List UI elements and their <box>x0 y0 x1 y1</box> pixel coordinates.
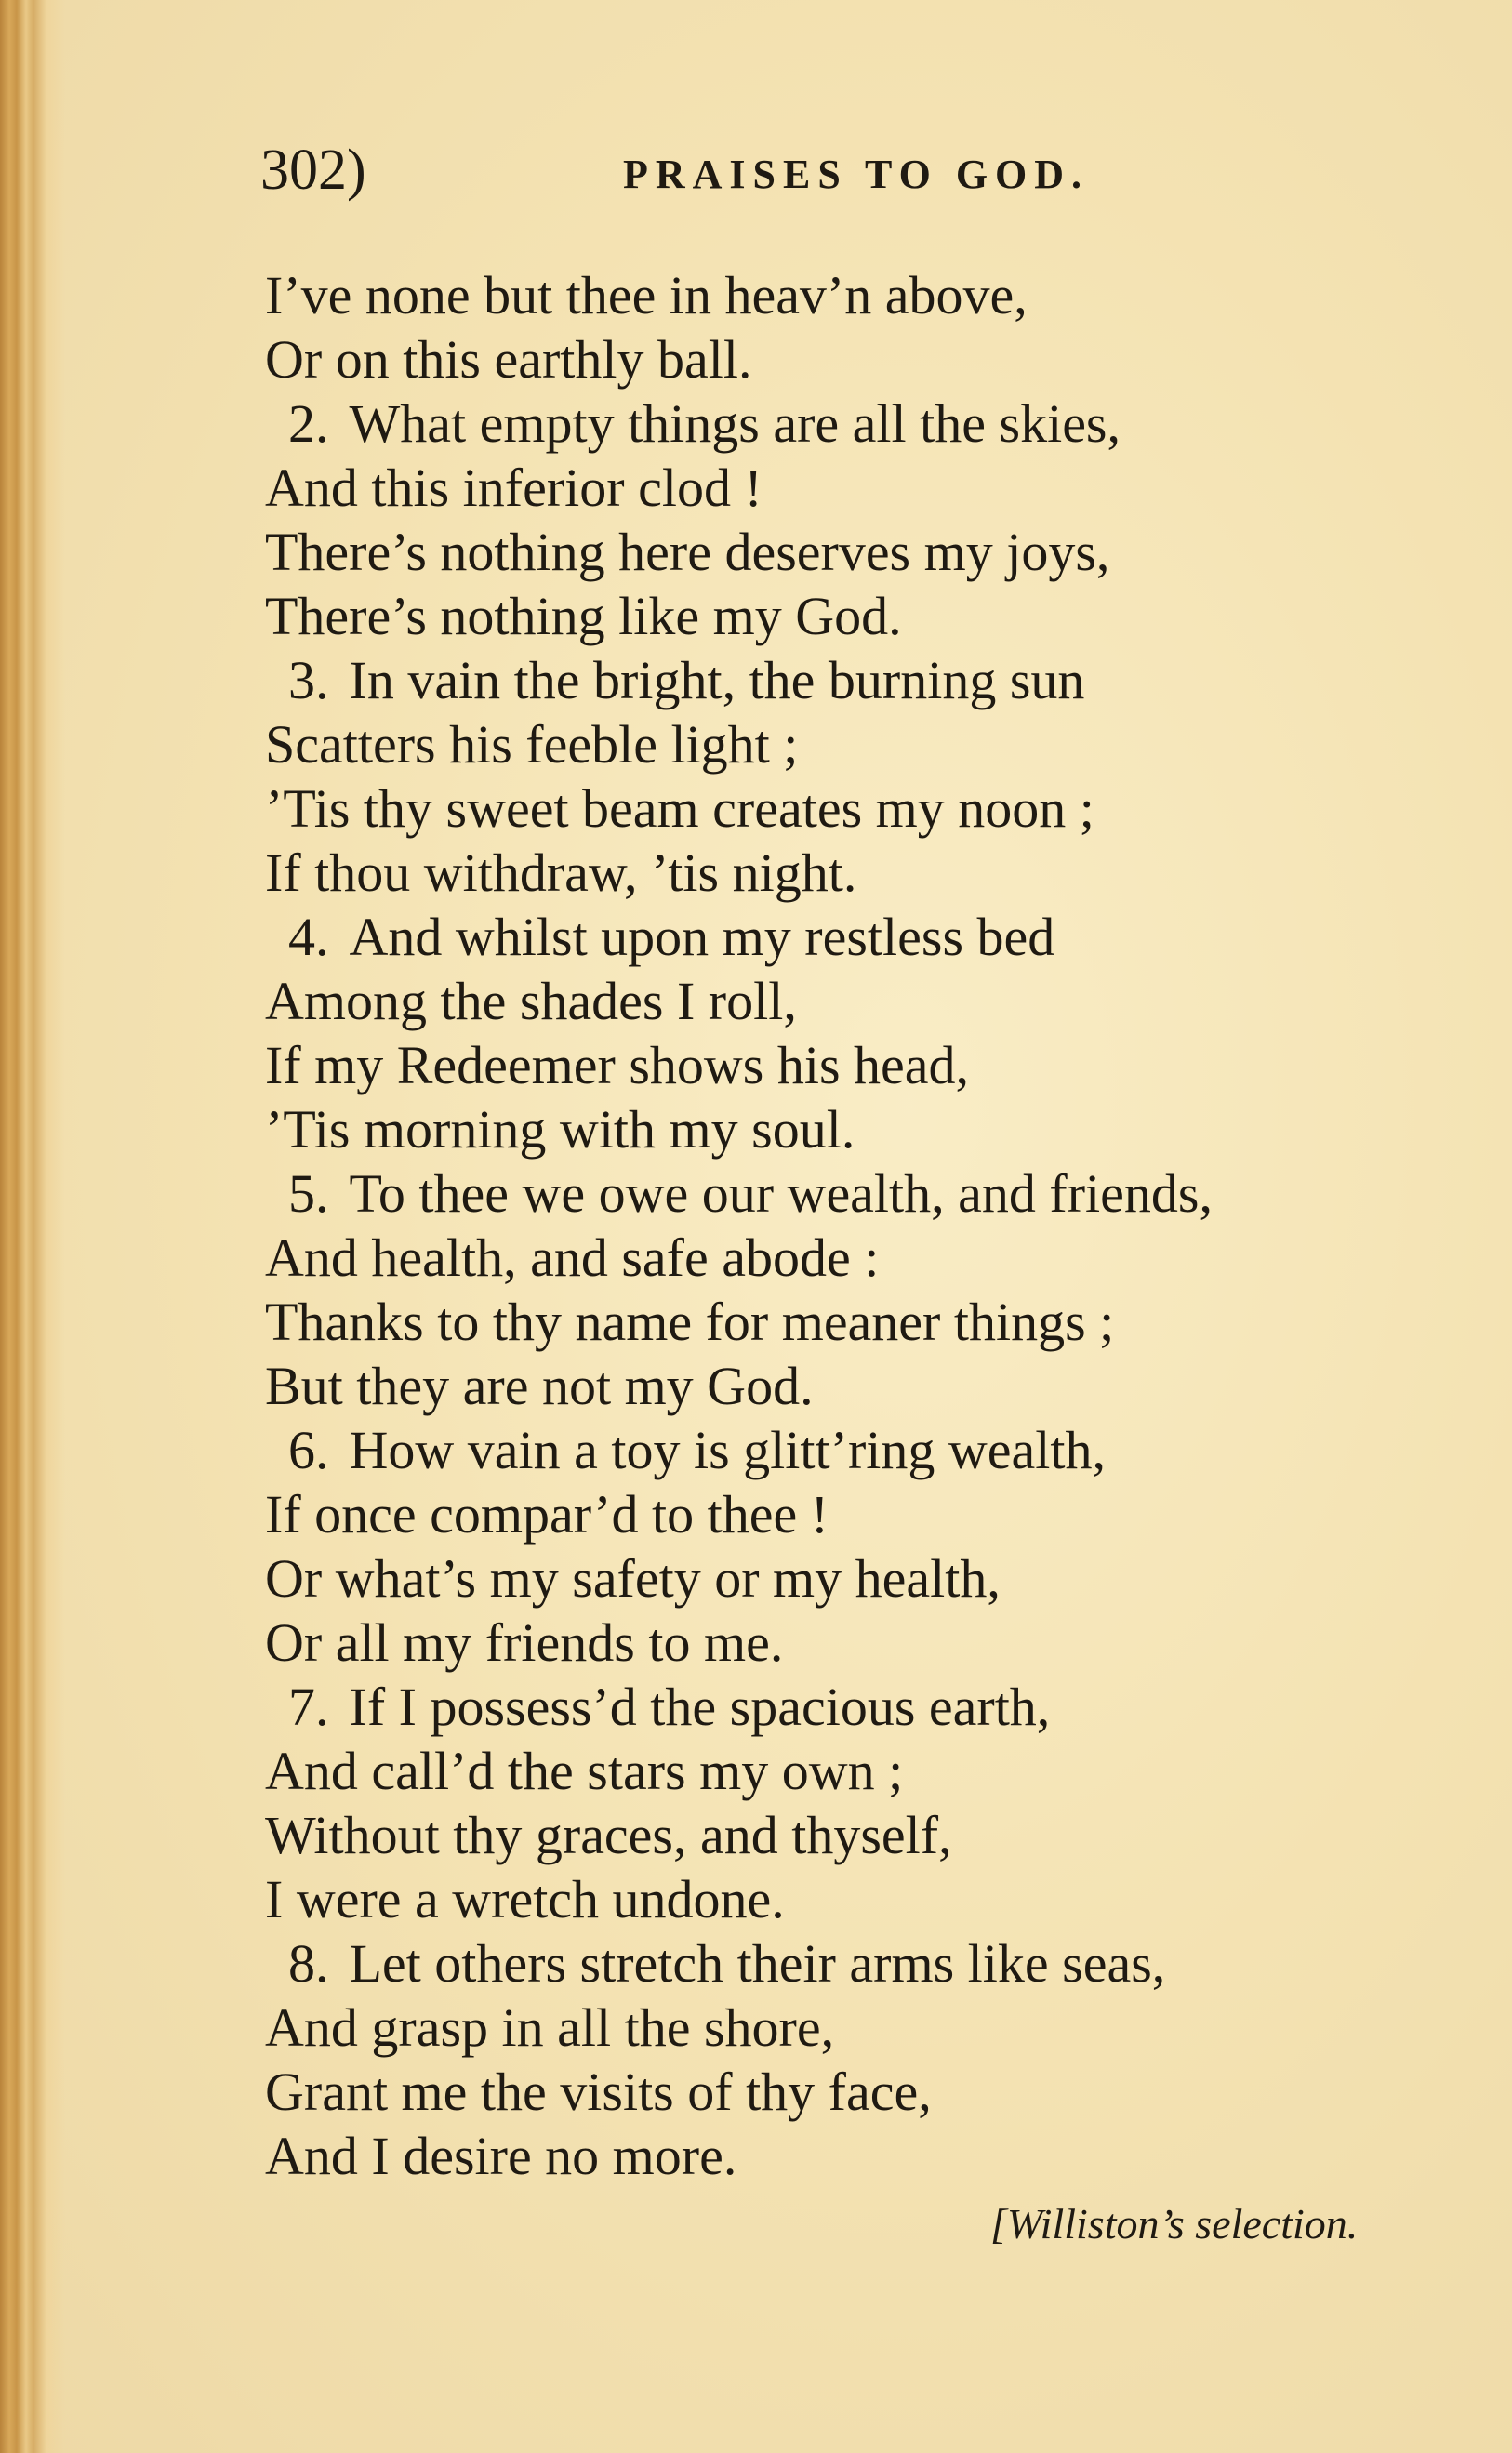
verse-number: 7. <box>288 1677 329 1737</box>
verse-text: Without thy graces, and thyself, <box>265 1805 952 1865</box>
verse-text: If once compar’d to thee ! <box>265 1484 829 1545</box>
verse-text: Scatters his feeble light ; <box>265 714 799 775</box>
verse-text: ’Tis morning with my soul. <box>265 1099 855 1160</box>
verse-line <box>265 1996 1502 2060</box>
verse-text: If I possess’d the spacious earth, <box>349 1677 1051 1737</box>
verse-line <box>265 841 1502 905</box>
verse-line <box>265 1482 1502 1546</box>
verse-text: Or on this earthly ball. <box>265 329 752 390</box>
verse-text: If thou withdraw, ’tis night. <box>265 842 857 903</box>
verse-line <box>265 648 1502 712</box>
verse-line <box>265 1611 1502 1675</box>
verse-line <box>265 1739 1502 1803</box>
verse-text: If my Redeemer shows his head, <box>265 1035 970 1095</box>
verse-text: I were a wretch undone. <box>265 1869 785 1929</box>
verse-text: And whilst upon my restless bed <box>349 907 1055 967</box>
verse-line <box>265 2060 1502 2124</box>
verse-number: 5. <box>288 1163 329 1224</box>
verse-line <box>265 712 1502 776</box>
verse-line <box>265 1354 1502 1418</box>
verse-text: There’s nothing like my God. <box>265 586 902 646</box>
verse-line <box>265 1033 1502 1097</box>
verse-text: And health, and safe abode : <box>265 1227 880 1288</box>
verse-text: And grasp in all the shore, <box>265 1997 835 2058</box>
hymn-verses <box>265 263 1502 2188</box>
running-head: PRAISES TO GOD. <box>623 152 1090 197</box>
verse-line <box>265 969 1502 1033</box>
verse-line <box>265 905 1502 969</box>
verse-number: 6. <box>288 1420 329 1480</box>
verse-line <box>265 263 1502 327</box>
verse-text: ’Tis thy sweet beam creates my noon ; <box>265 778 1094 839</box>
verse-line <box>265 1418 1502 1482</box>
verse-line <box>265 1290 1502 1354</box>
verse-text: To thee we owe our wealth, and friends, <box>349 1163 1213 1224</box>
verse-number: 2. <box>288 393 329 454</box>
verse-text: Thanks to thy name for meaner things ; <box>265 1292 1115 1352</box>
verse-text: What empty things are all the skies, <box>349 393 1121 454</box>
verse-line <box>265 776 1502 841</box>
verse-text: I’ve none but thee in heav’n above, <box>265 265 1028 325</box>
verse-text: Let others stretch their arms like seas, <box>349 1933 1166 1994</box>
verse-line <box>265 2124 1502 2188</box>
verse-text: In vain the bright, the burning sun <box>349 650 1085 710</box>
verse-text: Or what’s my safety or my health, <box>265 1548 1001 1609</box>
verse-text: Among the shades I roll, <box>265 971 797 1031</box>
page-header <box>260 138 1283 212</box>
verse-text: And call’d the stars my own ; <box>265 1741 904 1801</box>
verse-number: 4. <box>288 907 329 967</box>
page-gutter <box>0 0 65 2453</box>
verse-line <box>265 1226 1502 1290</box>
verse-number: 8. <box>288 1933 329 1994</box>
verse-text: Grant me the visits of thy face, <box>265 2062 932 2122</box>
verse-line <box>265 1931 1502 1996</box>
verse-line <box>265 1161 1502 1226</box>
verse-line <box>265 584 1502 648</box>
verse-text: How vain a toy is glitt’ring wealth, <box>349 1420 1106 1480</box>
verse-number: 3. <box>288 650 329 710</box>
verse-text: But they are not my God. <box>265 1356 814 1416</box>
verse-text: And I desire no more. <box>265 2126 737 2186</box>
verse-line <box>265 327 1502 391</box>
verse-line <box>265 1803 1502 1867</box>
verse-line <box>265 1867 1502 1931</box>
verse-line <box>265 456 1502 520</box>
verse-line <box>265 1097 1502 1161</box>
verse-line <box>265 391 1502 456</box>
verse-line <box>265 520 1502 584</box>
attribution: [Williston’s selection. <box>990 2200 1359 2247</box>
verse-text: Or all my friends to me. <box>265 1612 784 1673</box>
verse-line <box>265 1546 1502 1611</box>
verse-text: There’s nothing here deserves my joys, <box>265 522 1110 582</box>
verse-line <box>265 1675 1502 1739</box>
page-number: 302) <box>260 139 366 202</box>
verse-text: And this inferior clod ! <box>265 457 763 518</box>
